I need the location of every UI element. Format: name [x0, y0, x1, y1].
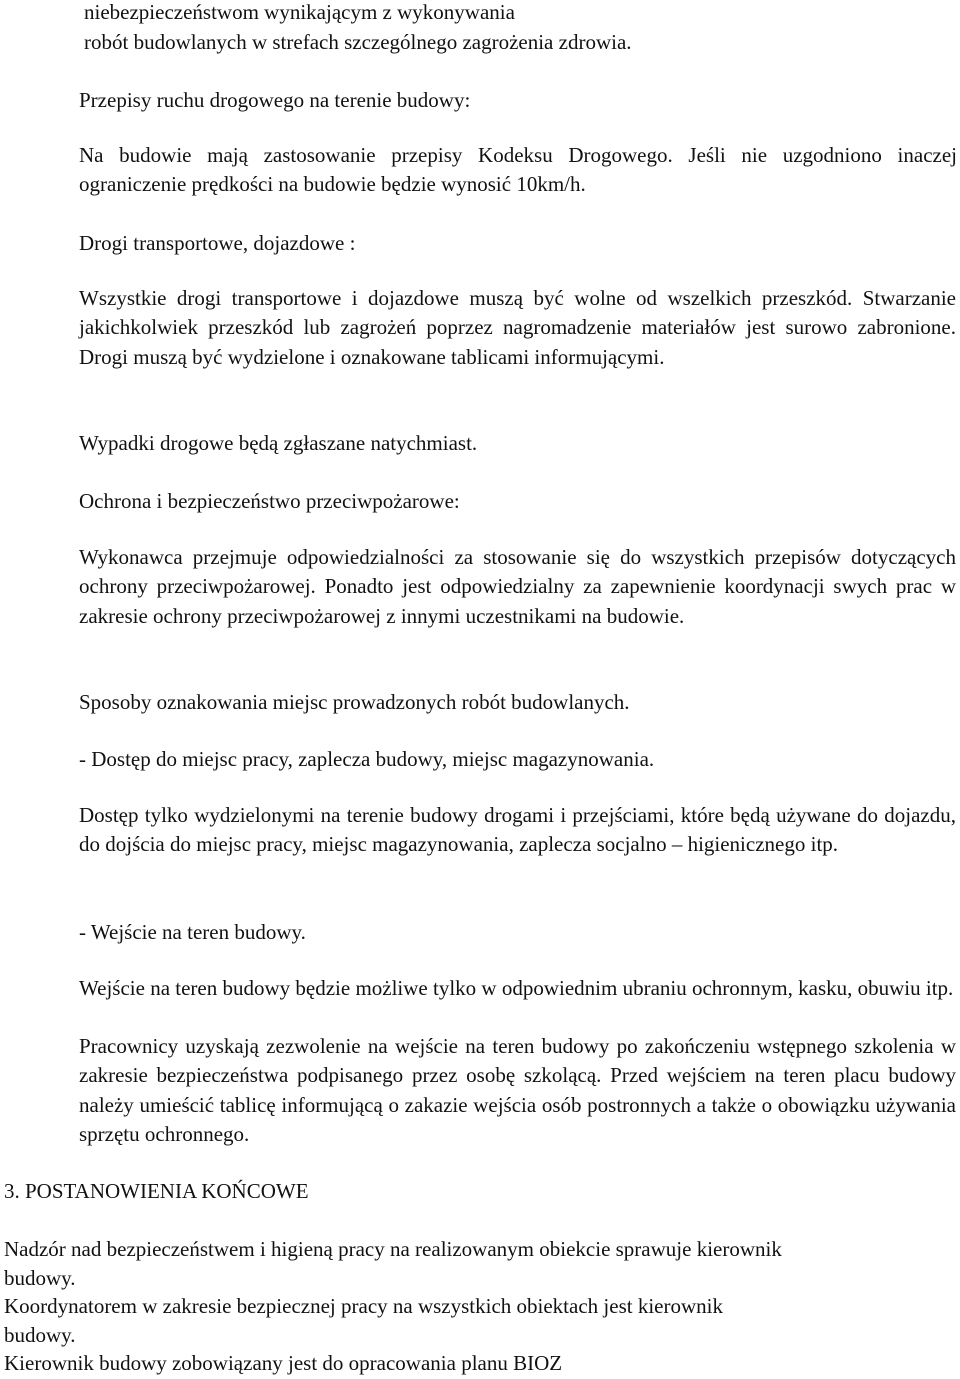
final-paragraph-2-line-2: budowy. — [4, 1323, 76, 1347]
paragraph-site-entry-2: Pracownicy uzyskają zezwolenie na wejście na teren budowy po zakończeniu wstępnego szkolenia w zakresie bezpieczeństwa podpisanego przez osobę szkolącą. Przed wejściem na teren placu budowy należy umieścić tablicę informującą o zakazie wejścia osób postronnych a także o obowiązku używania sprzętu ochronnego. — [79, 1034, 956, 1146]
final-paragraph-1-line-2: budowy. — [4, 1266, 76, 1290]
intro-line-2: robót budowlanych w strefach szczególnego zagrożenia zdrowia. — [84, 30, 632, 54]
paragraph-transport-roads: Wszystkie drogi transportowe i dojazdowe muszą być wolne od wszelkich przeszkód. Stwarzanie jakichkolwiek przeszkód lub zagrożeń poprzez nagromadzenie materiałów jest surowo zabronione. Drogi muszą być wydzielone i oznakowane tablicami informującymi. — [79, 286, 956, 369]
paragraph-road-accidents: Wypadki drogowe będą zgłaszane natychmiast. — [79, 431, 478, 455]
heading-fire-safety: Ochrona i bezpieczeństwo przeciwpożarowe: — [79, 489, 460, 513]
paragraph-fire-safety: Wykonawca przejmuje odpowiedzialności za stosowanie się do wszystkich przepisów dotyczących ochrony przeciwpożarowej. Ponadto jest odpowiedzialny za zapewnienie koordynacji swych prac w zakresie ochrony przeciwpożarowej z innymi uczestnikami na budowie. — [79, 545, 956, 628]
section-title-final-provisions: 3. POSTANOWIENIA KOŃCOWE — [4, 1179, 309, 1203]
paragraph-site-entry-1: Wejście na teren budowy będzie możliwe tylko w odpowiednim ubraniu ochronnym, kasku, obuwiu itp. — [79, 976, 954, 1000]
heading-transport-roads: Drogi transportowe, dojazdowe : — [79, 231, 356, 255]
heading-site-marking: Sposoby oznakowania miejsc prowadzonych robót budowlanych. — [79, 690, 630, 714]
heading-access-to-workplaces: - Dostęp do miejsc pracy, zaplecza budowy, miejsc magazynowania. — [79, 747, 655, 771]
heading-site-entry: - Wejście na teren budowy. — [79, 920, 306, 944]
heading-traffic-rules: Przepisy ruchu drogowego na terenie budowy: — [79, 88, 471, 112]
final-paragraph-1-line-1: Nadzór nad bezpieczeństwem i higieną pracy na realizowanym obiekcie sprawuje kierownik — [4, 1237, 782, 1261]
intro-line-1: niebezpieczeństwom wynikającym z wykonywania — [84, 0, 515, 24]
paragraph-access-to-workplaces: Dostęp tylko wydzielonymi na terenie budowy drogami i przejściami, które będą używane do dojazdu, do dojścia do miejsc pracy, miejsc magazynowania, zaplecza socjalno – higienicznego itp. — [79, 803, 956, 857]
final-paragraph-3: Kierownik budowy zobowiązany jest do opracowania planu BIOZ — [4, 1351, 563, 1375]
final-paragraph-2-line-1: Koordynatorem w zakresie bezpiecznej pracy na wszystkich obiektach jest kierownik — [4, 1294, 723, 1318]
paragraph-traffic-rules: Na budowie mają zastosowanie przepisy Kodeksu Drogowego. Jeśli nie uzgodniono inaczej ograniczenie prędkości na budowie będzie wynosić 10km/h. — [79, 143, 957, 197]
